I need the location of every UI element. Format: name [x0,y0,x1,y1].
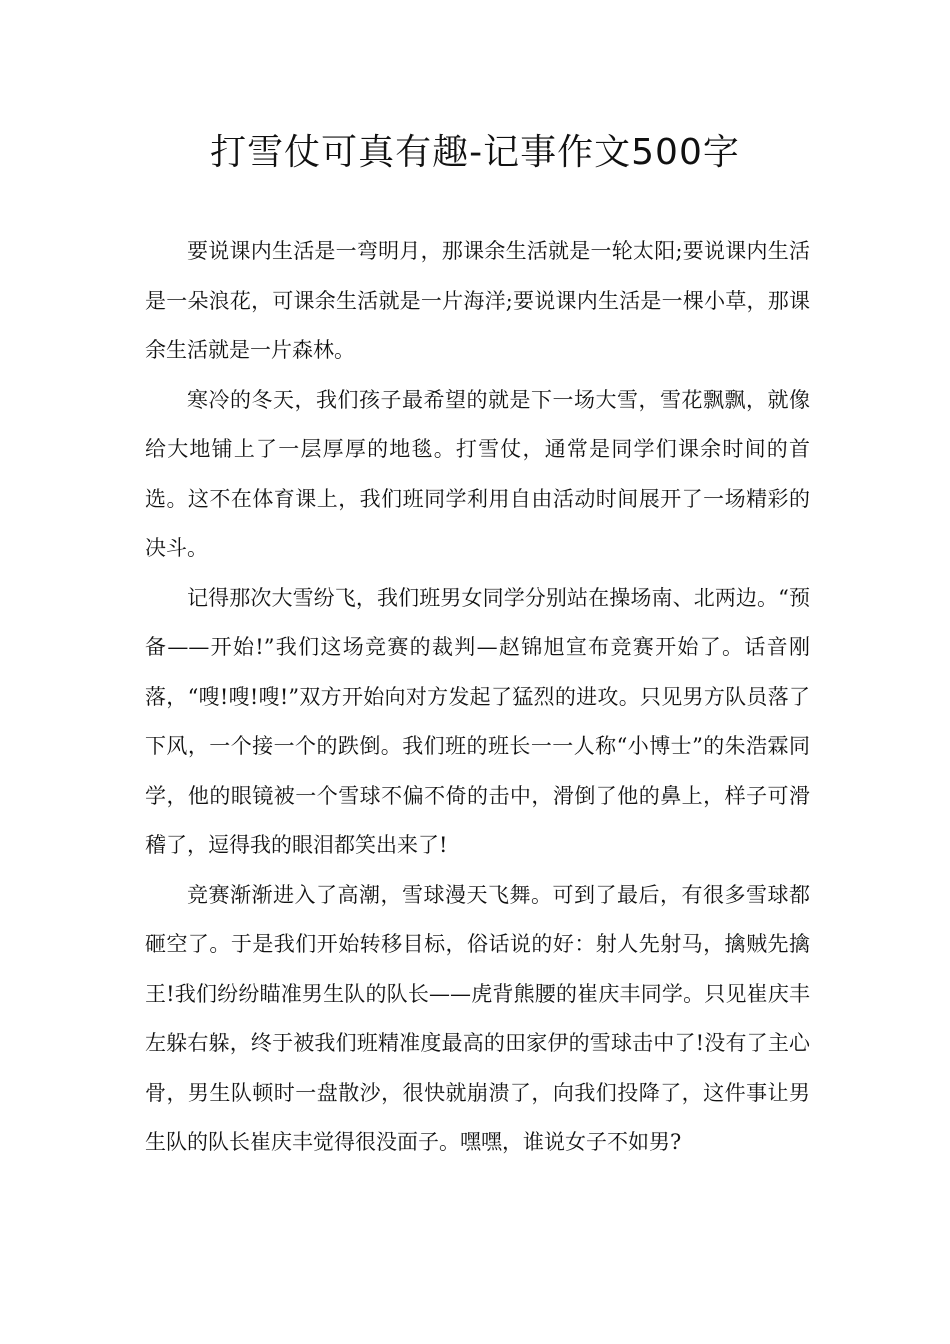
paragraph-4: 竞赛渐渐进入了高潮，雪球漫天飞舞。可到了最后，有很多雪球都砸空了。于是我们开始转移目标，俗话说的好：射人先射马，擒贼先擒王!我们纷纷瞄准男生队的队长——虎背熊腰的崔庆丰同学。只见崔庆丰左躲右躲，终于被我们班精准度最高的田家伊的雪球击中了!没有了主心骨，男生队顿时一盘散沙，很快就崩溃了，向我们投降了，这件事让男生队的队长崔庆丰觉得很没面子。嘿嘿，谁说女子不如男? [145,882,810,1154]
paragraph-1: 要说课内生活是一弯明月，那课余生活就是一轮太阳;要说课内生活是一朵浪花，可课余生活就是一片海洋;要说课内生活是一棵小草，那课余生活就是一片森林。 [145,239,810,362]
document-title: 打雪仗可真有趣-记事作文500字 [210,132,740,173]
paragraph-2: 寒冷的冬天，我们孩子最希望的就是下一场大雪，雪花飘飘，就像给大地铺上了一层厚厚的地毯。打雪仗，通常是同学们课余时间的首选。这不在体育课上，我们班同学利用自由活动时间展开了一场精彩的决斗。 [145,387,810,560]
paragraph-3: 记得那次大雪纷飞，我们班男女同学分别站在操场南、北两边。“预备——开始!”我们这场竞赛的裁判—赵锦旭宣布竞赛开始了。话音刚落，“嗖!嗖!嗖!”双方开始向对方发起了猛烈的进攻。只见男方队员落了下风，一个接一个的跌倒。我们班的班长一一人称“小博士”的朱浩霖同学，他的眼镜被一个雪球不偏不倚的击中，滑倒了他的鼻上，样子可滑稽了，逗得我的眼泪都笑出来了! [145,585,810,857]
document-body [145,227,810,1168]
